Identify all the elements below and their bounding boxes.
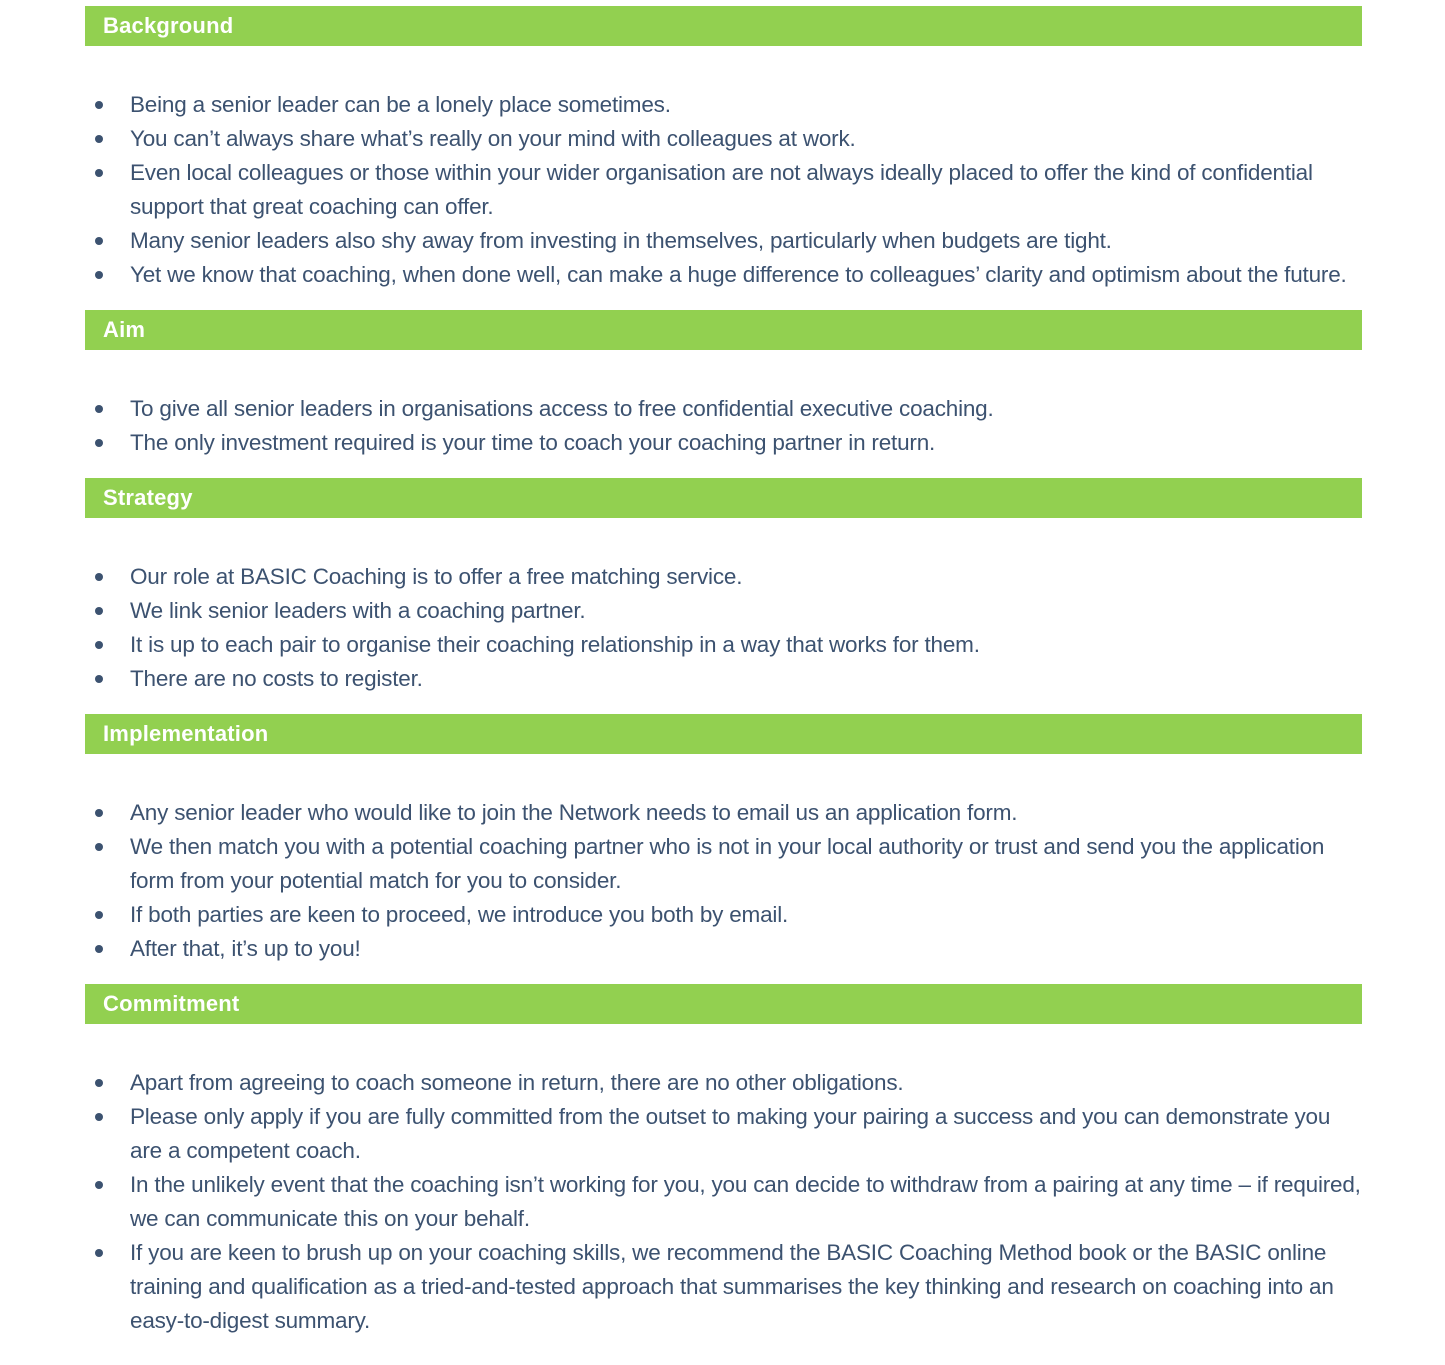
- section-header-aim: Aim: [85, 310, 1362, 350]
- bullet-text: The only investment required is your time to coach your coaching partner in return.: [130, 430, 936, 455]
- bullet-icon: [95, 607, 103, 615]
- list-item: [85, 1168, 1362, 1236]
- bullet-list: [85, 1066, 1362, 1338]
- bullet-text: It is up to each pair to organise their coaching relationship in a way that works for them.: [130, 632, 980, 657]
- list-item: [85, 830, 1362, 898]
- bullet-text: If you are keen to brush up on your coaching skills, we recommend the BASIC Coaching Method book or the BASIC online training and qualification as a tried-and-tested approach that summarises the key thinking and research on coaching into an easy-to-digest summary.: [130, 1240, 1334, 1333]
- bullet-icon: [95, 271, 103, 279]
- bullet-text: Even local colleagues or those within your wider organisation are not always ideally placed to offer the kind of confidential support that great coaching can offer.: [130, 160, 1313, 219]
- bullet-icon: [95, 1249, 103, 1257]
- bullet-icon: [95, 911, 103, 919]
- list-item: [85, 156, 1362, 224]
- bullet-text: You can’t always share what’s really on your mind with colleagues at work.: [130, 126, 856, 151]
- bullet-icon: [95, 641, 103, 649]
- bullet-icon: [95, 675, 103, 683]
- bullet-icon: [95, 405, 103, 413]
- list-item: [85, 560, 1362, 594]
- bullet-text: There are no costs to register.: [130, 666, 423, 691]
- bullet-text: We link senior leaders with a coaching partner.: [130, 598, 586, 623]
- bullet-icon: [95, 135, 103, 143]
- list-item: [85, 224, 1362, 258]
- list-item: [85, 628, 1362, 662]
- bullet-text: After that, it’s up to you!: [130, 936, 361, 961]
- list-item: [85, 662, 1362, 696]
- section-background: [85, 6, 1362, 292]
- section-implementation: [85, 714, 1362, 966]
- bullet-icon: [95, 1079, 103, 1087]
- bullet-list: [85, 796, 1362, 966]
- bullet-icon: [95, 1113, 103, 1121]
- list-item: [85, 898, 1362, 932]
- bullet-icon: [95, 101, 103, 109]
- bullet-text: If both parties are keen to proceed, we introduce you both by email.: [130, 902, 789, 927]
- list-item: [85, 426, 1362, 460]
- bullet-text: Apart from agreeing to coach someone in return, there are no other obligations.: [130, 1070, 904, 1095]
- list-item: [85, 258, 1362, 292]
- section-aim: [85, 310, 1362, 460]
- list-item: [85, 392, 1362, 426]
- list-item: [85, 88, 1362, 122]
- section-header-strategy: Strategy: [85, 478, 1362, 518]
- bullet-text: Please only apply if you are fully committed from the outset to making your pairing a success and you can demonstrate you are a competent coach.: [130, 1104, 1331, 1163]
- list-item: [85, 932, 1362, 966]
- list-item: [85, 796, 1362, 830]
- bullet-list: [85, 88, 1362, 292]
- section-strategy: [85, 478, 1362, 696]
- document-content: [85, 0, 1362, 1338]
- bullet-text: In the unlikely event that the coaching isn’t working for you, you can decide to withdraw from a pairing at any time – if required, we can communicate this on your behalf.: [130, 1172, 1361, 1231]
- bullet-icon: [95, 237, 103, 245]
- bullet-text: Our role at BASIC Coaching is to offer a free matching service.: [130, 564, 743, 589]
- bullet-list: [85, 560, 1362, 696]
- bullet-icon: [95, 573, 103, 581]
- bullet-icon: [95, 1181, 103, 1189]
- list-item: [85, 1236, 1362, 1338]
- bullet-text: Yet we know that coaching, when done well, can make a huge difference to colleagues’ clarity and optimism about the future.: [130, 262, 1347, 287]
- section-header-commitment: Commitment: [85, 984, 1362, 1024]
- list-item: [85, 1100, 1362, 1168]
- bullet-text: To give all senior leaders in organisations access to free confidential executive coaching.: [130, 396, 994, 421]
- bullet-text: We then match you with a potential coaching partner who is not in your local authority or trust and send you the application form from your potential match for you to consider.: [130, 834, 1325, 893]
- bullet-icon: [95, 439, 103, 447]
- bullet-icon: [95, 809, 103, 817]
- bullet-text: Many senior leaders also shy away from investing in themselves, particularly when budgets are tight.: [130, 228, 1112, 253]
- section-header-implementation: Implementation: [85, 714, 1362, 754]
- bullet-icon: [95, 169, 103, 177]
- bullet-text: Being a senior leader can be a lonely place sometimes.: [130, 92, 671, 117]
- list-item: [85, 122, 1362, 156]
- bullet-icon: [95, 945, 103, 953]
- bullet-text: Any senior leader who would like to join the Network needs to email us an application form.: [130, 800, 1018, 825]
- bullet-list: [85, 392, 1362, 460]
- section-commitment: [85, 984, 1362, 1338]
- list-item: [85, 1066, 1362, 1100]
- list-item: [85, 594, 1362, 628]
- section-header-background: Background: [85, 6, 1362, 46]
- bullet-icon: [95, 843, 103, 851]
